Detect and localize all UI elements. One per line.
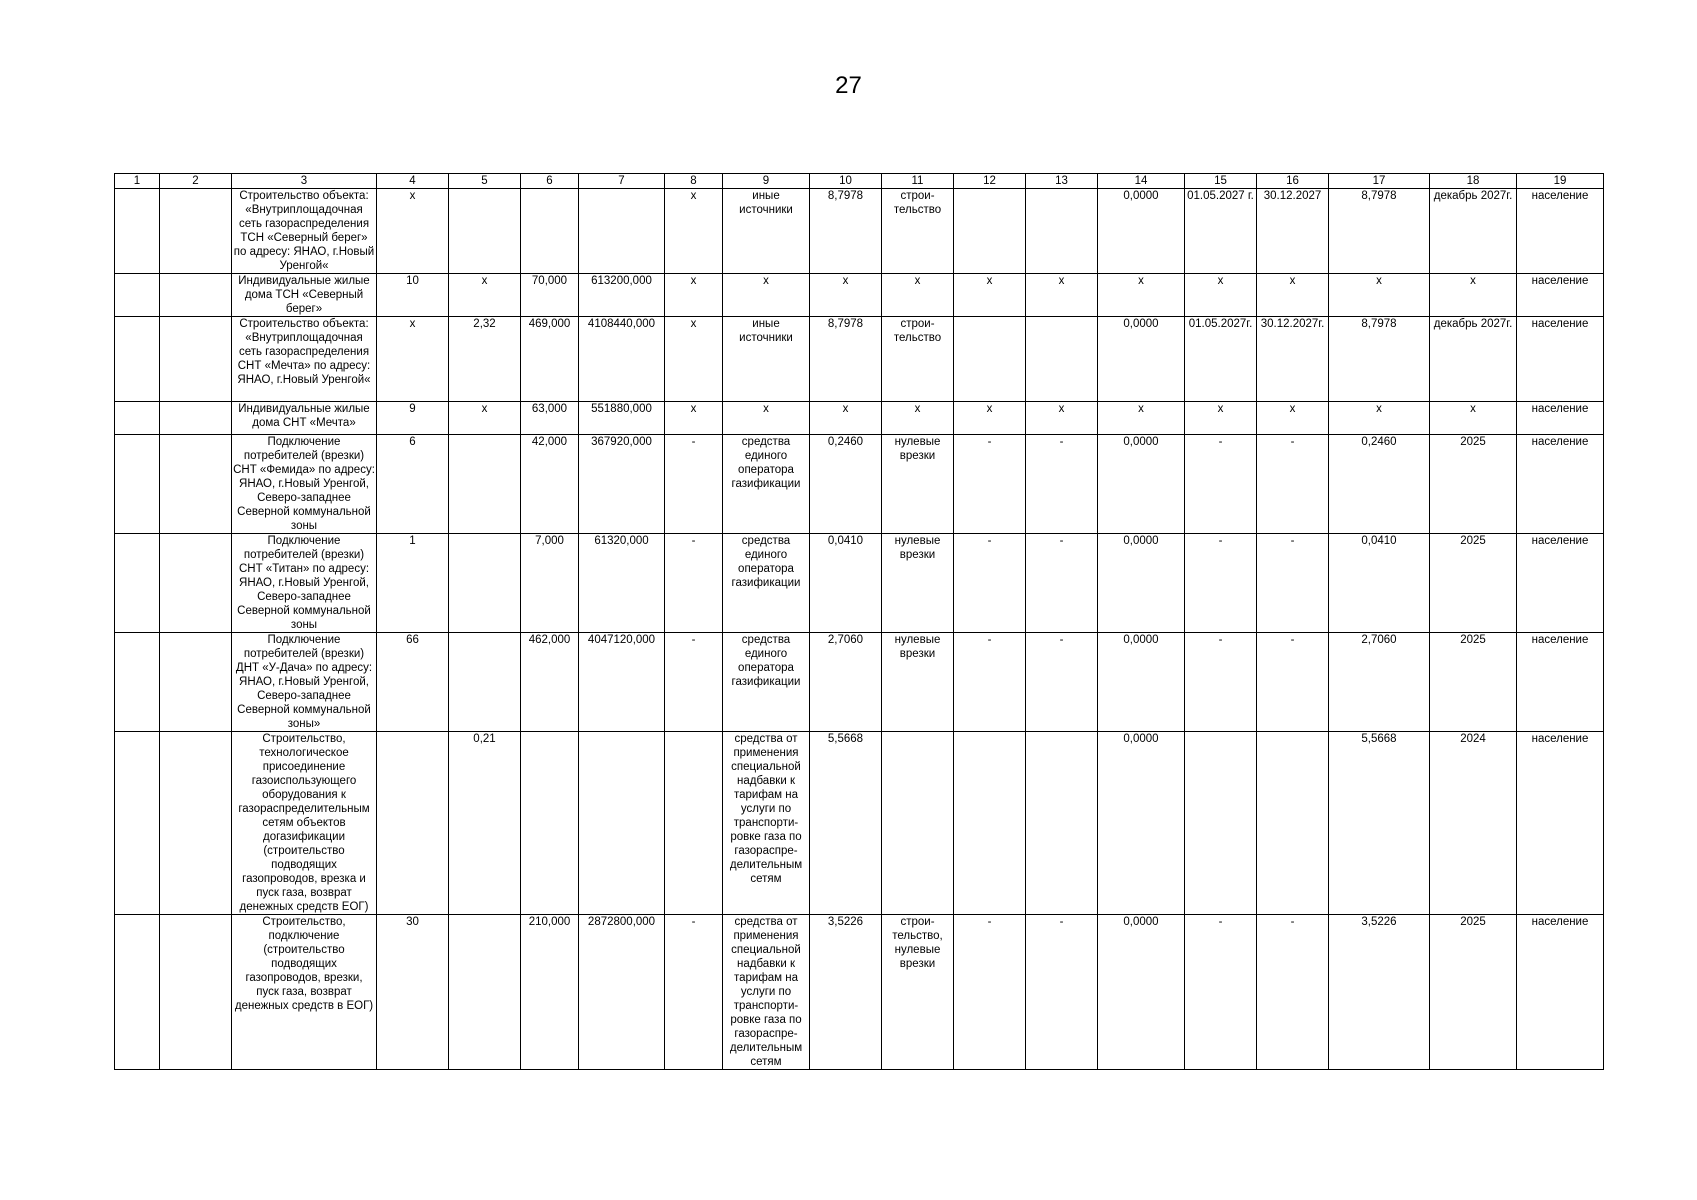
object-name-cell: Строительство объекта: «Внутриплощадочная сеть газораспределения СНТ «Мечта» по адресу: ЯНАО, г.Новый Уренгой« <box>232 317 377 402</box>
table-cell: декабрь 2027г. <box>1430 189 1517 274</box>
table-cell: x <box>723 274 810 317</box>
table-cell: 30.12.2027 <box>1257 189 1329 274</box>
table-cell: - <box>1026 915 1098 1070</box>
table-cell: 0,0000 <box>1098 435 1185 534</box>
table-cell: - <box>954 534 1026 633</box>
table-cell <box>115 732 160 915</box>
table-cell: - <box>1185 915 1257 1070</box>
table-cell: x <box>1257 274 1329 317</box>
header-cell: 6 <box>521 174 579 189</box>
table-cell: x <box>1329 274 1430 317</box>
table-cell <box>1185 732 1257 915</box>
table-cell: население <box>1517 274 1604 317</box>
table-cell <box>1026 317 1098 402</box>
table-cell: - <box>665 534 723 633</box>
table-cell: x <box>665 274 723 317</box>
table-cell: 0,0410 <box>1329 534 1430 633</box>
table-cell: - <box>954 633 1026 732</box>
table-cell: x <box>1026 274 1098 317</box>
table-cell: 551880,000 <box>579 402 665 435</box>
object-name-cell: Строительство, подключение (строительство подводящих газопроводов, врезки, пуск газа, возврат денежных средств в ЕОГ) <box>232 915 377 1070</box>
table-cell: 2025 <box>1430 435 1517 534</box>
table-cell: 66 <box>377 633 449 732</box>
table-cell <box>449 915 521 1070</box>
table-row <box>115 317 1604 402</box>
table-cell: 10 <box>377 274 449 317</box>
table-cell: нулевые врезки <box>882 633 954 732</box>
table-cell <box>521 189 579 274</box>
header-cell: 7 <box>579 174 665 189</box>
table-cell: строи-тельство <box>882 317 954 402</box>
table-cell: 367920,000 <box>579 435 665 534</box>
table-cell: - <box>1257 435 1329 534</box>
table-cell: - <box>1026 534 1098 633</box>
header-cell: 1 <box>115 174 160 189</box>
table-cell: население <box>1517 915 1604 1070</box>
table-cell: x <box>1430 274 1517 317</box>
table-cell <box>579 732 665 915</box>
table-cell <box>521 732 579 915</box>
object-name-cell: Строительство, технологическое присоединение газоиспользующего оборудования к газораспределительным сетям объектов догазификации (строительство подводящих газопроводов, врезка и пуск газа, возврат денежных средств ЕОГ) <box>232 732 377 915</box>
table-cell: 2025 <box>1430 534 1517 633</box>
table-row <box>115 732 1604 915</box>
header-cell: 19 <box>1517 174 1604 189</box>
table-cell: население <box>1517 633 1604 732</box>
header-cell: 18 <box>1430 174 1517 189</box>
table-cell: x <box>1430 402 1517 435</box>
table-cell: 5,5668 <box>810 732 882 915</box>
table-cell: 7,000 <box>521 534 579 633</box>
table-cell <box>160 534 232 633</box>
table-cell: нулевые врезки <box>882 435 954 534</box>
table-cell <box>160 189 232 274</box>
table-cell <box>665 732 723 915</box>
object-name-cell: Индивидуальные жилые дома СНТ «Мечта» <box>232 402 377 435</box>
table-cell: x <box>665 402 723 435</box>
table-cell: 462,000 <box>521 633 579 732</box>
table-cell <box>115 402 160 435</box>
table-cell: 2872800,000 <box>579 915 665 1070</box>
header-cell: 13 <box>1026 174 1098 189</box>
header-cell: 11 <box>882 174 954 189</box>
table-cell: x <box>1185 402 1257 435</box>
table-cell: x <box>1098 274 1185 317</box>
table-cell <box>160 915 232 1070</box>
table-cell <box>954 732 1026 915</box>
header-cell: 3 <box>232 174 377 189</box>
table-cell: x <box>449 274 521 317</box>
header-cell: 4 <box>377 174 449 189</box>
table-cell: средства от применения специальной надбавки к тарифам на услуги по транспорти-ровке газа по газораспре-делительным сетям <box>723 732 810 915</box>
table-cell: - <box>954 915 1026 1070</box>
table-cell: нулевые врезки <box>882 534 954 633</box>
table-cell: 01.05.2027г. <box>1185 317 1257 402</box>
table-cell: x <box>954 274 1026 317</box>
table-cell: 4047120,000 <box>579 633 665 732</box>
table-cell <box>377 732 449 915</box>
table-cell: население <box>1517 732 1604 915</box>
table-row <box>115 435 1604 534</box>
header-cell: 16 <box>1257 174 1329 189</box>
table-cell: 8,7978 <box>1329 317 1430 402</box>
table-cell: декабрь 2027г. <box>1430 317 1517 402</box>
table-cell: 2024 <box>1430 732 1517 915</box>
table-cell: - <box>1185 534 1257 633</box>
header-cell: 15 <box>1185 174 1257 189</box>
table-cell <box>449 633 521 732</box>
page-number: 27 <box>835 72 862 99</box>
table-cell <box>115 317 160 402</box>
table-cell: 0,0000 <box>1098 317 1185 402</box>
table-cell: 8,7978 <box>810 189 882 274</box>
table-row <box>115 633 1604 732</box>
table-cell: 613200,000 <box>579 274 665 317</box>
table-cell: - <box>1026 633 1098 732</box>
table-cell: 0,2460 <box>1329 435 1430 534</box>
table-cell: 3,5226 <box>810 915 882 1070</box>
table-cell <box>160 435 232 534</box>
table-cell: строи-тельство <box>882 189 954 274</box>
table-cell: 5,5668 <box>1329 732 1430 915</box>
table-cell <box>954 189 1026 274</box>
object-name-cell: Индивидуальные жилые дома ТСН «Северный берег» <box>232 274 377 317</box>
data-table <box>114 173 1604 1070</box>
header-cell: 5 <box>449 174 521 189</box>
table-cell: 0,0000 <box>1098 732 1185 915</box>
table-cell <box>115 189 160 274</box>
table-cell <box>160 402 232 435</box>
table-cell: 2025 <box>1430 915 1517 1070</box>
table-cell: 0,2460 <box>810 435 882 534</box>
object-name-cell: Строительство объекта: «Внутриплощадочная сеть газораспределения ТСН «Северный берег» по адресу: ЯНАО, г.Новый Уренгой« <box>232 189 377 274</box>
table-cell <box>449 534 521 633</box>
table-cell: x <box>665 189 723 274</box>
table-cell: средства единого оператора газификации <box>723 633 810 732</box>
table-cell: 3,5226 <box>1329 915 1430 1070</box>
table-cell: x <box>882 274 954 317</box>
table-cell: 0,21 <box>449 732 521 915</box>
table-cell: 1 <box>377 534 449 633</box>
table-cell: 2,32 <box>449 317 521 402</box>
table-cell: 9 <box>377 402 449 435</box>
table-cell: 42,000 <box>521 435 579 534</box>
table-cell: 0,0000 <box>1098 189 1185 274</box>
table-cell <box>449 189 521 274</box>
table-cell: строи-тельство, нулевые врезки <box>882 915 954 1070</box>
table-cell: x <box>1329 402 1430 435</box>
table-cell: 63,000 <box>521 402 579 435</box>
table-cell <box>579 189 665 274</box>
table-cell: иные источники <box>723 317 810 402</box>
table-cell <box>882 732 954 915</box>
table-cell: x <box>1185 274 1257 317</box>
table-cell: 8,7978 <box>1329 189 1430 274</box>
object-name-cell: Подключение потребителей (врезки) ДНТ «У-Дача» по адресу: ЯНАО, г.Новый Уренгой, Северо-западнее Северной коммунальной зоны» <box>232 633 377 732</box>
table-cell <box>449 435 521 534</box>
table-cell: средства единого оператора газификации <box>723 435 810 534</box>
table-cell: средства от применения специальной надбавки к тарифам на услуги по транспорти-ровке газа по газораспре-делительным сетям <box>723 915 810 1070</box>
table-row <box>115 915 1604 1070</box>
table-cell: 2,7060 <box>1329 633 1430 732</box>
table-cell: x <box>810 274 882 317</box>
table-cell: - <box>954 435 1026 534</box>
table-cell: - <box>665 915 723 1070</box>
table-cell: 61320,000 <box>579 534 665 633</box>
header-cell: 2 <box>160 174 232 189</box>
table-cell <box>1026 732 1098 915</box>
table-cell: - <box>1026 435 1098 534</box>
table-cell <box>160 732 232 915</box>
header-cell: 8 <box>665 174 723 189</box>
table-cell: - <box>1185 633 1257 732</box>
table-cell: население <box>1517 317 1604 402</box>
table-cell: население <box>1517 534 1604 633</box>
table-cell <box>160 274 232 317</box>
table-cell: x <box>377 189 449 274</box>
table-cell: 4108440,000 <box>579 317 665 402</box>
table-cell: - <box>1257 915 1329 1070</box>
table-cell: 0,0410 <box>810 534 882 633</box>
table-cell: x <box>723 402 810 435</box>
table-cell: x <box>377 317 449 402</box>
table-cell: 6 <box>377 435 449 534</box>
table-row <box>115 534 1604 633</box>
table-cell <box>954 317 1026 402</box>
table-row <box>115 189 1604 274</box>
table-cell: x <box>1098 402 1185 435</box>
table-cell: - <box>1185 435 1257 534</box>
table-cell: x <box>665 317 723 402</box>
table-cell: x <box>882 402 954 435</box>
table-cell <box>160 633 232 732</box>
table-cell: x <box>1026 402 1098 435</box>
header-cell: 12 <box>954 174 1026 189</box>
table-cell: x <box>810 402 882 435</box>
table-cell <box>115 534 160 633</box>
table-cell: - <box>1257 633 1329 732</box>
table-row <box>115 274 1604 317</box>
table-cell: 0,0000 <box>1098 633 1185 732</box>
header-cell: 14 <box>1098 174 1185 189</box>
table-cell: 30 <box>377 915 449 1070</box>
table-cell: население <box>1517 189 1604 274</box>
table-cell: 8,7978 <box>810 317 882 402</box>
table-cell: 0,0000 <box>1098 915 1185 1070</box>
header-row <box>115 174 1604 189</box>
table-cell <box>1026 189 1098 274</box>
table-cell: 210,000 <box>521 915 579 1070</box>
table-cell: средства единого оператора газификации <box>723 534 810 633</box>
table-cell: x <box>1257 402 1329 435</box>
table-cell <box>160 317 232 402</box>
table-cell <box>115 915 160 1070</box>
table-cell: 2025 <box>1430 633 1517 732</box>
table-cell: 2,7060 <box>810 633 882 732</box>
table-cell: x <box>449 402 521 435</box>
table-cell <box>115 435 160 534</box>
table-cell: x <box>954 402 1026 435</box>
header-cell: 10 <box>810 174 882 189</box>
table-cell: - <box>665 435 723 534</box>
table-cell: население <box>1517 402 1604 435</box>
object-name-cell: Подключение потребителей (врезки) СНТ «Фемида» по адресу: ЯНАО, г.Новый Уренгой, Северо-западнее Северной коммунальной зоны <box>233 436 375 532</box>
table-cell <box>115 633 160 732</box>
table-cell <box>115 274 160 317</box>
table-cell: 01.05.2027 г. <box>1185 189 1257 274</box>
table-row <box>115 402 1604 435</box>
table-cell: 70,000 <box>521 274 579 317</box>
table-cell: - <box>665 633 723 732</box>
table-cell: иные источники <box>723 189 810 274</box>
table-cell: 469,000 <box>521 317 579 402</box>
table-cell: 0,0000 <box>1098 534 1185 633</box>
object-name-cell: Подключение потребителей (врезки) СНТ «Титан» по адресу: ЯНАО, г.Новый Уренгой, Северо-западнее Северной коммунальной зоны <box>232 534 377 633</box>
table-cell: население <box>1517 435 1604 534</box>
table-cell <box>1257 732 1329 915</box>
table-cell: 30.12.2027г. <box>1257 317 1329 402</box>
table-cell: - <box>1257 534 1329 633</box>
header-cell: 9 <box>723 174 810 189</box>
header-cell: 17 <box>1329 174 1430 189</box>
